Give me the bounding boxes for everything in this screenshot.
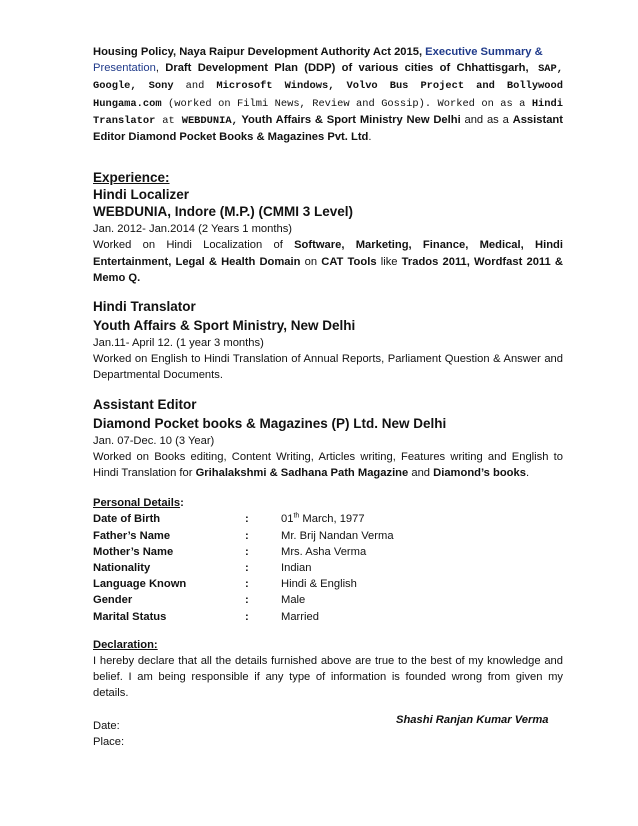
detail-row-marital xyxy=(93,609,563,625)
detail-label: Language Known xyxy=(93,578,187,591)
job-description: Worked on English to Hindi Translation of Annual Reports, Parliament Question & Answer and Departmental Documents. xyxy=(93,353,563,382)
job-description xyxy=(93,449,563,481)
intro-text: and as a xyxy=(460,113,513,126)
detail-label: Gender xyxy=(93,594,133,607)
intro-text: (worked on Filmi News, Review and Gossip). Worked on as a xyxy=(161,97,532,110)
job-description-text: Worked on Hindi Localization of xyxy=(93,239,295,252)
job-description-text: and xyxy=(408,467,434,480)
intro-text: Housing Policy, Naya Raipur Development Authority Act 2015, xyxy=(93,46,423,58)
intro-text: , xyxy=(155,62,166,75)
intro-paragraph xyxy=(93,44,563,145)
job-description-text: Worked on Books editing, Content Writing, Articles writing, Features writing and English to Hindi Translation for xyxy=(93,450,563,480)
job-description-text: like xyxy=(376,255,402,268)
intro-text: Presentation xyxy=(93,62,156,75)
job-company: WEBDUNIA, Indore (M.P.) (CMMI 3 Level) xyxy=(93,204,354,220)
intro-text: Assistant Editor Diamond Pocket Books & Magazines Pvt. Ltd xyxy=(93,113,563,144)
job-description-text: , Legal & Health Domain xyxy=(168,255,301,268)
detail-value: Indian xyxy=(281,562,312,575)
experience-job-editor xyxy=(93,396,563,482)
job-description xyxy=(93,237,563,286)
intro-text: WEBDUNIA, xyxy=(181,114,238,127)
dob-day: 01 xyxy=(281,513,294,526)
detail-value: Male xyxy=(281,594,306,607)
job-title: Assistant Editor xyxy=(93,396,197,412)
intro-text: at xyxy=(155,114,182,127)
detail-colon: : xyxy=(245,529,249,542)
detail-row-dob xyxy=(93,511,563,527)
detail-label: Nationality xyxy=(93,562,151,575)
job-company: Diamond Pocket books & Magazines (P) Ltd. New Delhi xyxy=(93,415,447,431)
intro-text: and xyxy=(173,80,217,93)
detail-value: Mr. Brij Nandan Verma xyxy=(281,529,394,542)
intro-text: . xyxy=(368,131,372,144)
detail-value xyxy=(281,511,563,527)
job-description-text: . xyxy=(525,467,530,480)
detail-row-gender xyxy=(93,592,563,608)
detail-value: Mrs. Asha Verma xyxy=(281,545,367,558)
job-period: Jan. 2012- Jan.2014 (2 Years 1 months) xyxy=(93,223,293,236)
intro-text: Hindi Translator xyxy=(93,97,563,127)
job-period: Jan. 07-Dec. 10 (3 Year) xyxy=(93,434,215,447)
detail-colon: : xyxy=(245,610,249,623)
personal-heading xyxy=(93,495,563,511)
resume-page xyxy=(93,44,563,750)
job-description-text: Trados 2011, Wordfast 2011 & Memo Q. xyxy=(93,255,563,284)
detail-value: Married xyxy=(281,610,319,623)
detail-colon: : xyxy=(245,578,249,591)
personal-heading-text: Personal Details xyxy=(93,497,181,510)
job-description-text: Diamond’s books xyxy=(433,467,526,480)
job-period: Jan.11- April 12. (1 year 3 months) xyxy=(93,337,264,350)
experience-job-translator xyxy=(93,298,563,384)
job-title: Hindi Localizer xyxy=(93,187,190,203)
detail-row-father xyxy=(93,528,563,544)
job-title: Hindi Translator xyxy=(93,299,196,315)
intro-text: Executive Summary & xyxy=(422,46,543,58)
detail-colon: : xyxy=(245,513,249,526)
experience-job-localizer xyxy=(93,186,563,286)
detail-label: Date of Birth xyxy=(93,513,161,526)
declaration-heading: Declaration: xyxy=(93,638,158,651)
detail-row-mother xyxy=(93,544,563,560)
detail-label: Mother’s Name xyxy=(93,545,174,558)
experience-heading: Experience: xyxy=(93,170,170,186)
detail-colon: : xyxy=(245,594,249,607)
dob-rest: March, 1977 xyxy=(299,513,365,526)
job-description-text: on xyxy=(300,255,322,268)
declaration-text: I hereby declare that all the details furnished above are true to the best of my knowledge and belief. I am being responsible if any type of information is founded wrong from given my details. xyxy=(93,655,563,700)
signature-name: Shashi Ranjan Kumar Verma xyxy=(396,714,549,726)
job-description-text: CAT Tools xyxy=(321,255,377,268)
dob-suffix: th xyxy=(293,512,300,520)
detail-label: Father’s Name xyxy=(93,529,171,542)
job-description-text: Grihalakshmi & Sadhana Path Magazine xyxy=(195,467,409,480)
detail-row-nationality xyxy=(93,560,563,576)
job-description-text: Software, Marketing, Finance, Medical, Hindi Entertainment xyxy=(93,239,563,268)
detail-row-language xyxy=(93,576,563,592)
personal-details xyxy=(93,495,563,625)
detail-label: Marital Status xyxy=(93,610,167,623)
place-label: Place: xyxy=(93,735,125,748)
job-company: Youth Affairs & Sport Ministry, New Delhi xyxy=(93,318,356,334)
personal-heading-colon: : xyxy=(180,497,184,510)
intro-text: Draft Development Plan (DDP) of various cities of Chhattisgarh, xyxy=(165,62,529,75)
intro-text: Youth Affairs & Sport Ministry New Delhi xyxy=(237,113,461,126)
declaration xyxy=(93,637,563,750)
intro-text: Microsoft Windows, Volvo Bus Project and Bollywood Hungama.com xyxy=(93,80,563,110)
detail-colon: : xyxy=(245,562,249,575)
detail-value: Hindi & English xyxy=(281,578,357,591)
detail-colon: : xyxy=(245,545,249,558)
date-label: Date: xyxy=(93,719,120,732)
intro-text: SAP, Google, Sony xyxy=(93,63,564,93)
